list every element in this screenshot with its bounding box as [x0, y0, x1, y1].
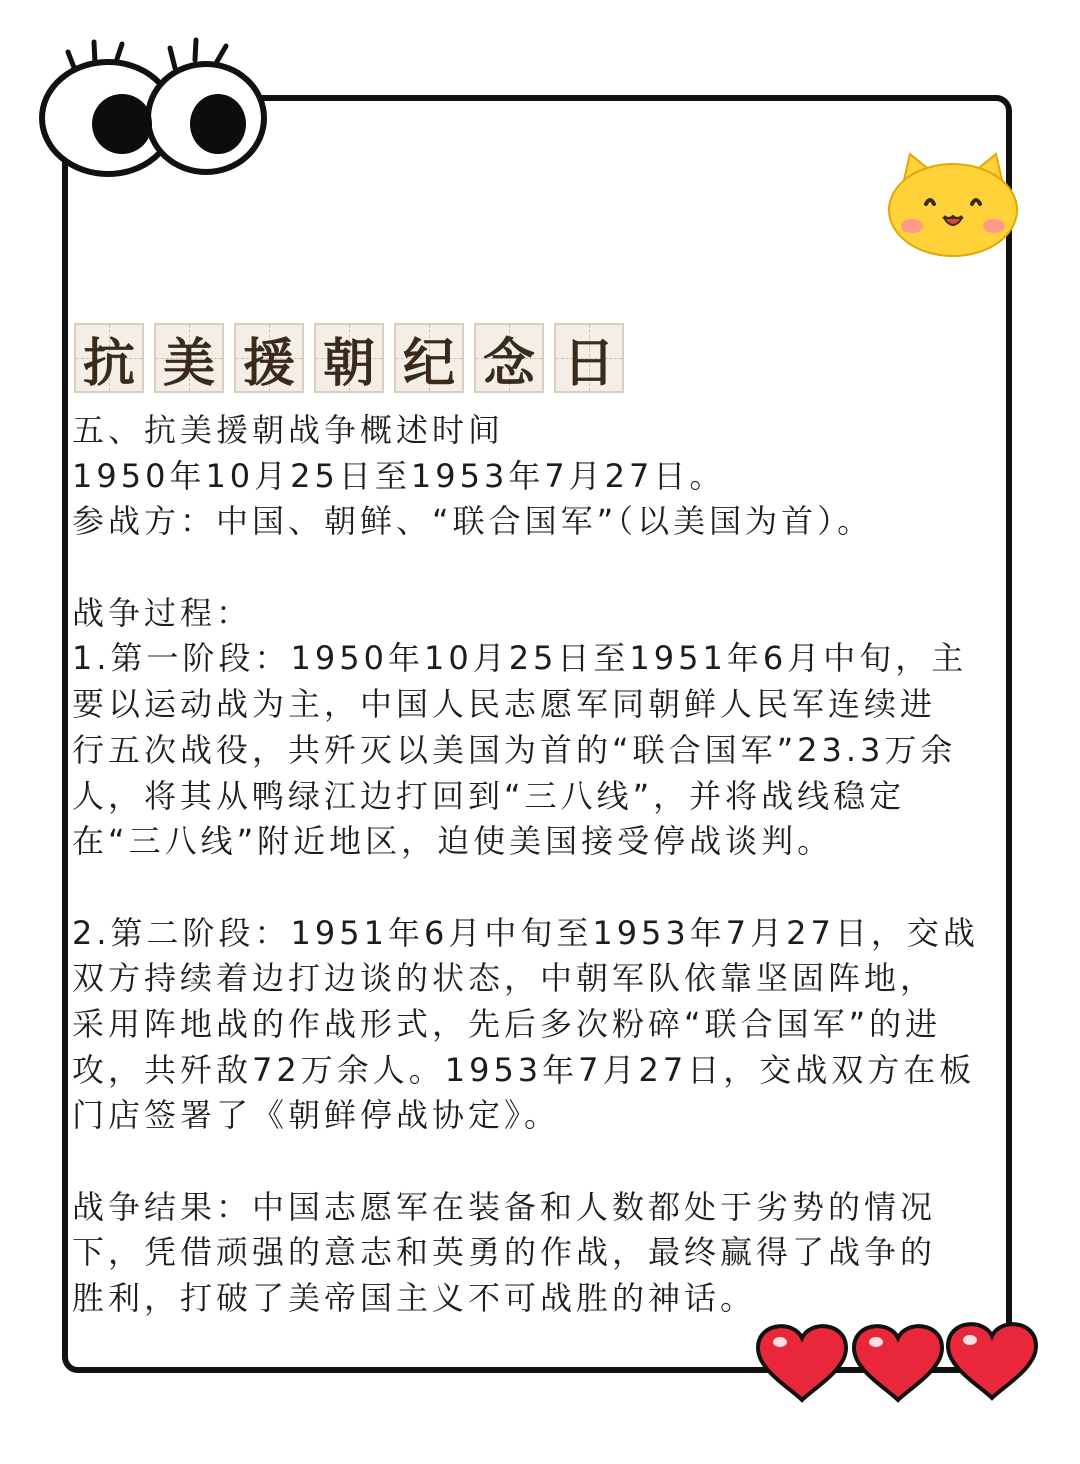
text-line: 下，凭借顽强的意志和英勇的作战，最终赢得了战争的: [72, 1233, 937, 1272]
text-line: 2.第二阶段：1951年6月中旬至1953年7月27日，交战: [72, 913, 979, 952]
article-body: [72, 408, 1012, 1322]
three-red-hearts-icon: [752, 1318, 1042, 1410]
title-char-box: [554, 323, 624, 393]
text-line: 1950年10月25日至1953年7月27日。: [72, 456, 726, 495]
text-line: 采用阵地战的作战形式，先后多次粉碎“联合国军”的进: [72, 1004, 942, 1043]
text-line: 1.第一阶段：1950年10月25日至1951年6月中旬，主: [72, 639, 968, 678]
title-char-box: [234, 323, 304, 393]
text-line: 门店签署了《朝鲜停战协定》。: [72, 1096, 561, 1135]
title-char-box: [394, 323, 464, 393]
text-line: 五、抗美援朝战争概述时间: [72, 411, 505, 449]
text-line: 胜利，打破了美帝国主义不可战胜的神话。: [72, 1279, 757, 1318]
title-char: 日: [562, 332, 615, 394]
page-title: [74, 323, 624, 393]
blank-line: [72, 865, 1012, 911]
text-line: 人，将其从鸭绿江边打回到“三八线”，并将战线稳定: [72, 776, 906, 815]
text-line: 攻，共歼敌72万余人。1953年7月27日，交战双方在板: [72, 1050, 976, 1089]
title-char-box: [314, 323, 384, 393]
text-line: 战争结果：中国志愿军在装备和人数都处于劣势的情况: [72, 1187, 937, 1226]
title-char-box: [74, 323, 144, 393]
title-char: 纪: [402, 332, 455, 394]
text-line: 在“三八线”附近地区，迫使美国接受停战谈判。: [72, 822, 834, 861]
text-line: 要以运动战为主，中国人民志愿军同朝鲜人民军连续进: [72, 685, 937, 724]
text-line: 参战方：中国、朝鲜、“联合国军”（以美国为首）。: [72, 502, 874, 541]
title-char: 抗: [82, 332, 135, 394]
title-char: 美: [162, 332, 215, 394]
title-char: 援: [242, 332, 295, 394]
title-char: 朝: [322, 332, 375, 394]
blank-line: [72, 1139, 1012, 1185]
title-char: 念: [482, 332, 535, 394]
title-char-box: [154, 323, 224, 393]
blank-line: [72, 545, 1012, 591]
text-line: 战争过程：: [72, 593, 253, 632]
cartoon-eyes-icon: [30, 30, 270, 180]
title-char-box: [474, 323, 544, 393]
text-line: 双方持续着边打边谈的状态，中朝军队依靠坚固阵地，: [72, 959, 937, 998]
yellow-cat-face-icon: [882, 150, 1024, 260]
text-line: 行五次战役，共歼灭以美国为首的“联合国军”23.3万余: [72, 730, 957, 769]
